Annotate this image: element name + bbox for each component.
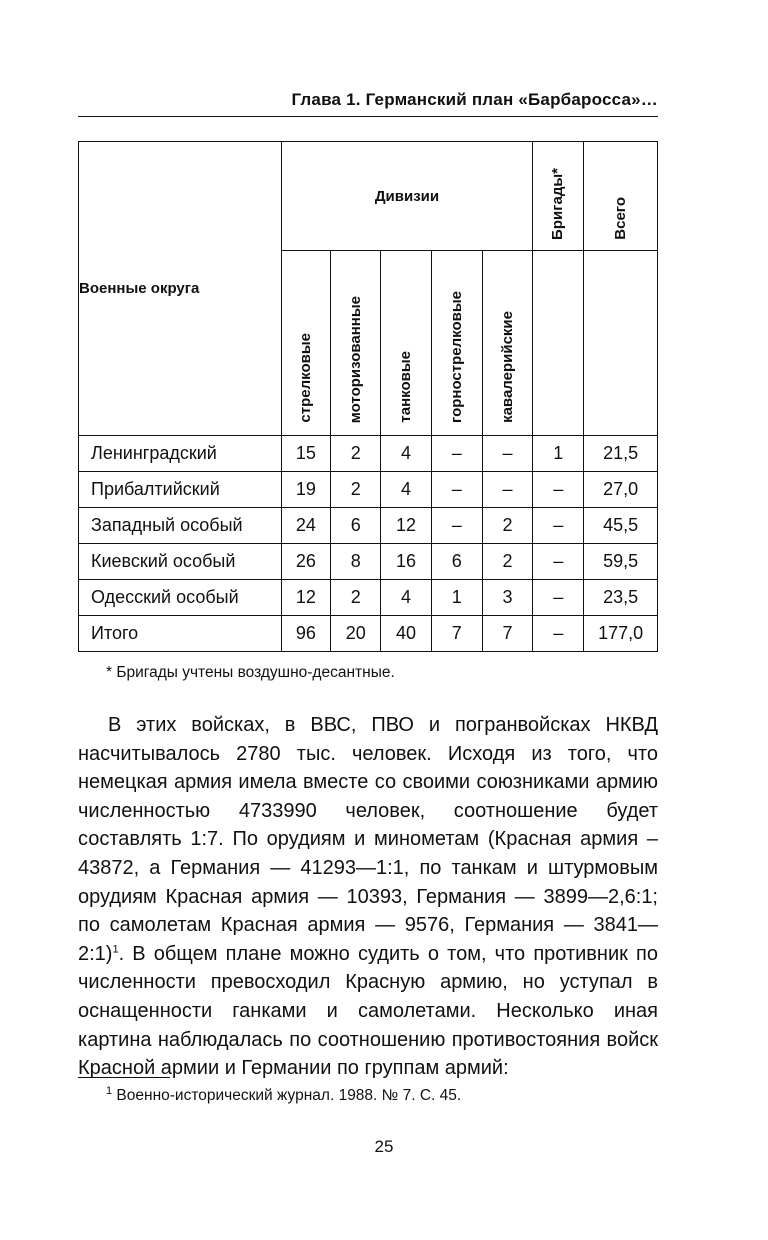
brigades-column-header: Бригады*	[533, 142, 584, 251]
header-rule	[78, 116, 658, 117]
value-cell: 4	[381, 580, 432, 616]
value-cell: 45,5	[584, 508, 658, 544]
value-cell: 96	[281, 616, 331, 652]
footnote-text: Военно-исторический журнал. 1988. № 7. С. 45.	[112, 1087, 462, 1104]
district-name-cell: Итого	[79, 616, 282, 652]
value-cell: –	[431, 508, 482, 544]
value-cell: –	[533, 508, 584, 544]
total-column-header: Всего	[584, 142, 658, 251]
divisions-group-header: Дивизии	[281, 142, 533, 251]
value-cell: 26	[281, 544, 331, 580]
value-cell: 59,5	[584, 544, 658, 580]
running-head: Глава 1. Германский план «Барбаросса»…	[291, 90, 658, 109]
value-cell: 177,0	[584, 616, 658, 652]
value-cell: 3	[482, 580, 533, 616]
footnote-reference[interactable]: 1	[112, 943, 119, 956]
value-cell: 21,5	[584, 436, 658, 472]
value-cell: 40	[381, 616, 432, 652]
page-number: 25	[374, 1137, 394, 1156]
value-cell: 2	[482, 544, 533, 580]
footnote-marker: 1	[106, 1084, 113, 1097]
value-cell: 2	[482, 508, 533, 544]
value-cell: 7	[431, 616, 482, 652]
district-name-cell: Западный особый	[79, 508, 282, 544]
value-cell: 4	[381, 472, 432, 508]
subheader-tank: танковые	[381, 251, 432, 436]
subheader-cavalry: кавалерийские	[482, 251, 533, 436]
value-cell: –	[431, 436, 482, 472]
table-row	[79, 580, 658, 616]
subheader-mountain: горнострелковые	[431, 251, 482, 436]
table-row	[79, 436, 658, 472]
value-cell: 19	[281, 472, 331, 508]
footnote-rule	[78, 1077, 170, 1078]
value-cell: 8	[331, 544, 381, 580]
divisions-table	[78, 141, 658, 652]
body-text	[78, 711, 658, 1083]
table-row	[79, 616, 658, 652]
table-row	[79, 544, 658, 580]
table-row	[79, 472, 658, 508]
value-cell: –	[431, 472, 482, 508]
main-paragraph: В этих войсках, в ВВС, ПВО и погранвойсках НКВД насчитывалось 2780 тыс. человек. Исходя из того, что немецкая армия имела вместе со своими союзниками армию численностью 4733990 человек, соотношение будет составлять 1:7. По орудиям и минометам (Красная армия – 43872, а Германия — 41293—1:1, по танкам и штурмовым орудиям Красная армия — 10393, Германия — 3899—2,6:1; по самолетам Красная армия — 9576, Германия — 3841—2:1)$^1$. В общем плане можно судить о том, что противник по численности превосходил Красную армию, но уступал в оснащенности ганками и самолетами. Несколько иная картина наблюдалась по соотношению противостояния войск Красной армии и Германии по группам армий:	[78, 714, 658, 1080]
value-cell: 12	[381, 508, 432, 544]
subheader-rifle: стрелковые	[281, 251, 331, 436]
value-cell: –	[533, 472, 584, 508]
value-cell: –	[533, 580, 584, 616]
value-cell: 2	[331, 436, 381, 472]
value-cell: –	[533, 544, 584, 580]
subheader-motorized: моторизованные	[331, 251, 381, 436]
brigades-subheader-blank	[533, 251, 584, 436]
table-note: * Бригады учтены воздушно-десантные.	[106, 664, 395, 681]
value-cell: 1	[431, 580, 482, 616]
value-cell: 6	[331, 508, 381, 544]
value-cell: –	[533, 616, 584, 652]
value-cell: 4	[381, 436, 432, 472]
value-cell: –	[482, 472, 533, 508]
footnote	[106, 1084, 462, 1105]
total-subheader-blank	[584, 251, 658, 436]
value-cell: 2	[331, 472, 381, 508]
value-cell: –	[482, 436, 533, 472]
value-cell: 7	[482, 616, 533, 652]
district-name-cell: Одесский особый	[79, 580, 282, 616]
table-row	[79, 508, 658, 544]
district-name-cell: Ленинградский	[79, 436, 282, 472]
value-cell: 16	[381, 544, 432, 580]
district-name-cell: Киевский особый	[79, 544, 282, 580]
value-cell: 23,5	[584, 580, 658, 616]
value-cell: 27,0	[584, 472, 658, 508]
value-cell: 12	[281, 580, 331, 616]
value-cell: 6	[431, 544, 482, 580]
value-cell: 24	[281, 508, 331, 544]
district-name-cell: Прибалтийский	[79, 472, 282, 508]
value-cell: 1	[533, 436, 584, 472]
value-cell: 20	[331, 616, 381, 652]
value-cell: 2	[331, 580, 381, 616]
district-column-header: Военные округа	[79, 142, 282, 436]
value-cell: 15	[281, 436, 331, 472]
